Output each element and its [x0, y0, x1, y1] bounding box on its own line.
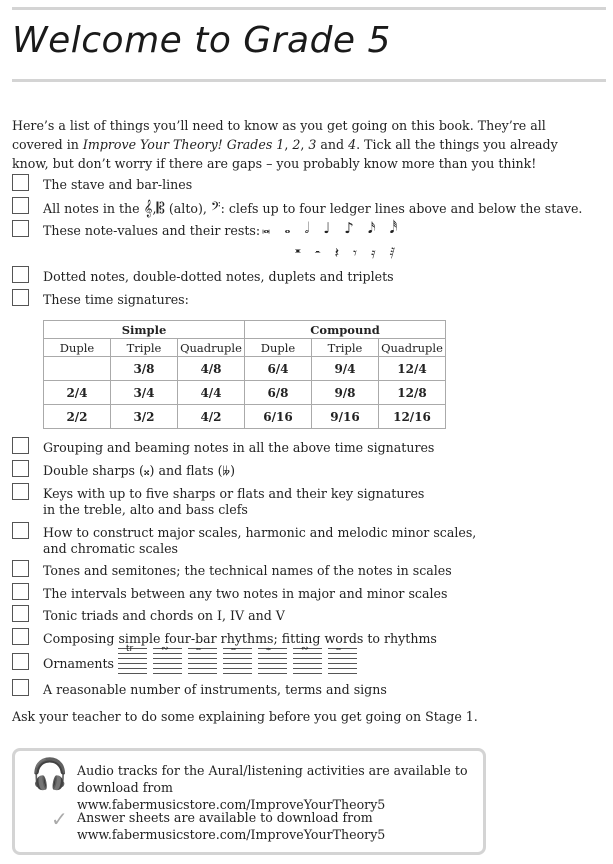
note-values: 𝅜𝅝𝅗𝅥♩♪𝅘𝅥𝅯𝅘𝅥𝅰	[262, 219, 412, 237]
table-row	[44, 405, 446, 429]
checklist-item: These note-values and their rests:	[12, 223, 260, 239]
checkbox[interactable]	[12, 460, 29, 477]
checklist-item: Tones and semitones; the technical names of the notes in scales	[12, 563, 452, 579]
checklist-item: Tonic triads and chords on I, IV and V	[12, 608, 285, 624]
time-signature: 3/4	[111, 381, 178, 405]
time-signature: 12/16	[379, 405, 446, 429]
ornament-examples	[118, 644, 357, 674]
checkbox[interactable]	[12, 628, 29, 645]
checklist-item: Grouping and beaming notes in all the above time signatures	[12, 440, 434, 456]
headphones-icon: 🎧	[31, 757, 69, 792]
time-signature: 6/8	[245, 381, 312, 405]
time-signature: 9/8	[312, 381, 379, 405]
bass-clef-icon: 𝄢	[210, 199, 221, 217]
time-signature: 2/2	[44, 405, 111, 429]
checklist-item: These time signatures:	[12, 292, 189, 308]
checkbox[interactable]	[12, 197, 29, 214]
resources-box: 🎧 Audio tracks for the Aural/listening activities are available to download from www.fabermusicstore.com/ImproveYourTheory5 ✓ Answer sheets are available to download from www.fabermusicstore.com/ImproveYourTheory5	[12, 748, 486, 855]
checklist-item: Ornaments	[12, 656, 114, 672]
checkbox[interactable]	[12, 289, 29, 306]
checkbox[interactable]	[12, 605, 29, 622]
time-signature	[44, 357, 111, 381]
ornament-stave	[188, 644, 217, 674]
alto-clef-icon: 𝄡	[156, 199, 165, 217]
checkbox[interactable]	[12, 437, 29, 454]
checkbox[interactable]	[12, 560, 29, 577]
checklist-item: The intervals between any two notes in major and minor scales	[12, 586, 447, 602]
time-signature: 12/4	[379, 357, 446, 381]
checklist-item: Keys with up to five sharps or flats and their key signatures in the treble, alto and bass clefs	[12, 486, 424, 518]
page-title: Welcome to Grade 5	[12, 20, 391, 61]
column-header: Duple	[44, 339, 111, 357]
checkbox[interactable]	[12, 483, 29, 500]
time-signature: 6/16	[245, 405, 312, 429]
column-header: Duple	[245, 339, 312, 357]
column-header: Triple	[312, 339, 379, 357]
time-signature: 12/8	[379, 381, 446, 405]
ornament-stave	[118, 644, 147, 674]
group-simple: Simple	[44, 321, 245, 339]
ornament-symbol: ∾	[301, 644, 309, 654]
time-signature: 3/8	[111, 357, 178, 381]
group-compound: Compound	[245, 321, 446, 339]
checkbox[interactable]	[12, 679, 29, 696]
intro-paragraph: Here’s a list of things you’ll need to know as you get going on this book. They’re all covered in Improve Your Theory! Grades 1, 2, 3 and 4. Tick all the things you already know, but don’t worry if there are gaps – you probably know more than you think!	[12, 118, 558, 171]
top-rule	[12, 7, 606, 10]
checkmark-icon: ✓	[51, 807, 68, 831]
ornament-stave	[293, 644, 322, 674]
checkbox[interactable]	[12, 266, 29, 283]
ornament-stave	[153, 644, 182, 674]
time-signature: 9/4	[312, 357, 379, 381]
checklist-item: Double sharps (𝄪) and flats (𝄫)	[12, 463, 235, 479]
ornament-symbol: 𝆗	[336, 644, 341, 654]
time-signature: 4/4	[178, 381, 245, 405]
time-signature: 4/2	[178, 405, 245, 429]
ornament-symbol: 𝆙	[266, 644, 271, 654]
checklist-item: The stave and bar-lines	[12, 177, 192, 193]
checklist-item: Dotted notes, double-dotted notes, duplets and triplets	[12, 269, 394, 285]
ornament-symbol: 𝆘	[231, 644, 236, 654]
checkbox[interactable]	[12, 522, 29, 539]
closing-text: Ask your teacher to do some explaining before you get going on Stage 1.	[12, 709, 478, 724]
checkbox[interactable]	[12, 583, 29, 600]
treble-clef-icon: 𝄞	[143, 199, 153, 217]
checklist-item: All notes in the 𝄞,𝄡 (alto), 𝄢: clefs up to four ledger lines above and below the stave.	[12, 200, 582, 217]
time-signature: 3/2	[111, 405, 178, 429]
checkbox[interactable]	[12, 653, 29, 670]
checkbox[interactable]	[12, 220, 29, 237]
checkbox[interactable]	[12, 174, 29, 191]
ornament-symbol: tr	[126, 644, 134, 654]
ornament-stave	[258, 644, 287, 674]
column-header: Triple	[111, 339, 178, 357]
checklist-item: Composing simple four-bar rhythms; fitting words to rhythms	[12, 631, 437, 647]
column-header: Quadruple	[178, 339, 245, 357]
column-header: Quadruple	[379, 339, 446, 357]
time-signature: 9/16	[312, 405, 379, 429]
rest-values: 𝄺𝄼𝄽𝄾𝄿𝅀	[295, 244, 410, 262]
checklist-item: A reasonable number of instruments, terms and signs	[12, 682, 387, 698]
title-rule	[12, 79, 606, 82]
table-row	[44, 357, 446, 381]
ornament-symbol: ∾	[161, 644, 169, 654]
checklist-item: How to construct major scales, harmonic and melodic minor scales, and chromatic scales	[12, 525, 476, 557]
time-signature-table	[43, 320, 446, 429]
time-signature: 4/8	[178, 357, 245, 381]
time-signature: 6/4	[245, 357, 312, 381]
ornament-stave	[328, 644, 357, 674]
table-row	[44, 381, 446, 405]
ornament-stave	[223, 644, 252, 674]
time-signature: 2/4	[44, 381, 111, 405]
ornament-symbol: 𝆗	[196, 644, 201, 654]
